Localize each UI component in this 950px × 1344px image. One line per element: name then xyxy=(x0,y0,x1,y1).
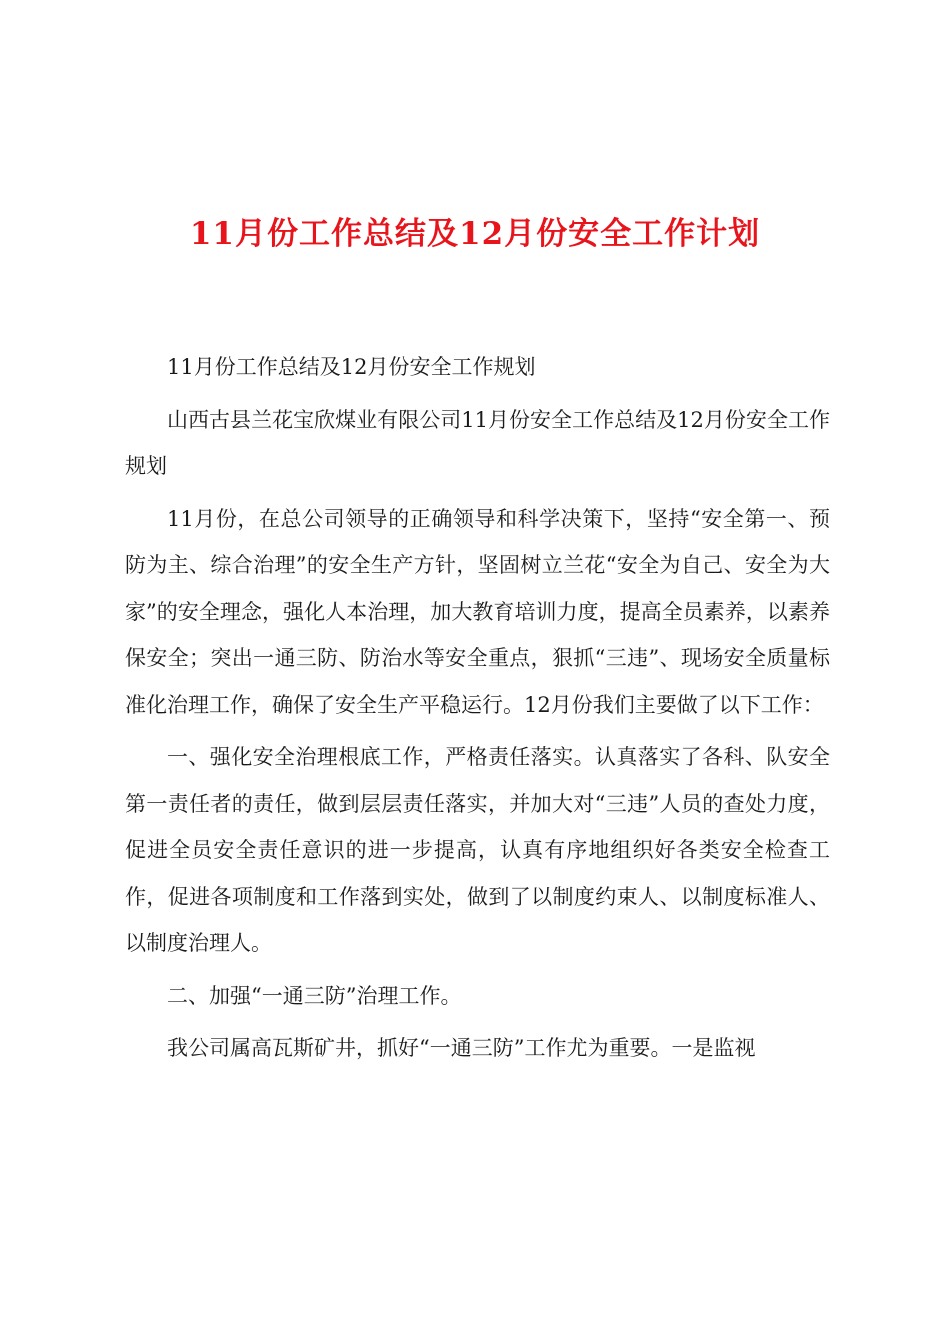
paragraph-november-summary: 11月份，在总公司领导的正确领导和科学决策下，坚持“安全第一、预防为主、综合治理”的安全生产方针，坚固树立兰花“安全为自己、安全为大家”的安全理念，强化人本治理，加大教育培训力度，提高全员素养，以素养保安全；突出一通三防、防治水等安全重点，狠抓“三违”、现场安全质量标准化治理工作，确保了安全生产平稳运行。12月份我们主要做了以下工作： xyxy=(125,506,830,717)
document-body xyxy=(125,344,830,1078)
paragraph-company-heading: 山西古县兰花宝欣煤业有限公司11月份安全工作总结及12月份安全工作规划 xyxy=(125,407,830,478)
document-title: 11月份工作总结及12月份安全工作计划 xyxy=(189,216,761,252)
paragraph-section-one: 一、强化安全治理根底工作，严格责任落实。认真落实了各科、队安全第一责任者的责任，做到层层责任落实，并加大对“三违”人员的查处力度，促进全员安全责任意识的进一步提高，认真有序地组织好各类安全检查工作，促进各项制度和工作落到实处，做到了以制度约束人、以制度标准人、以制度治理人。 xyxy=(125,745,830,955)
paragraph-section-two-body: 我公司属高瓦斯矿井，抓好“一通三防”工作尤为重要。一是监视 xyxy=(167,1036,756,1060)
paragraph-subtitle: 11月份工作总结及12月份安全工作规划 xyxy=(167,355,536,379)
paragraph-section-two-heading: 二、加强“一通三防”治理工作。 xyxy=(167,983,462,1008)
